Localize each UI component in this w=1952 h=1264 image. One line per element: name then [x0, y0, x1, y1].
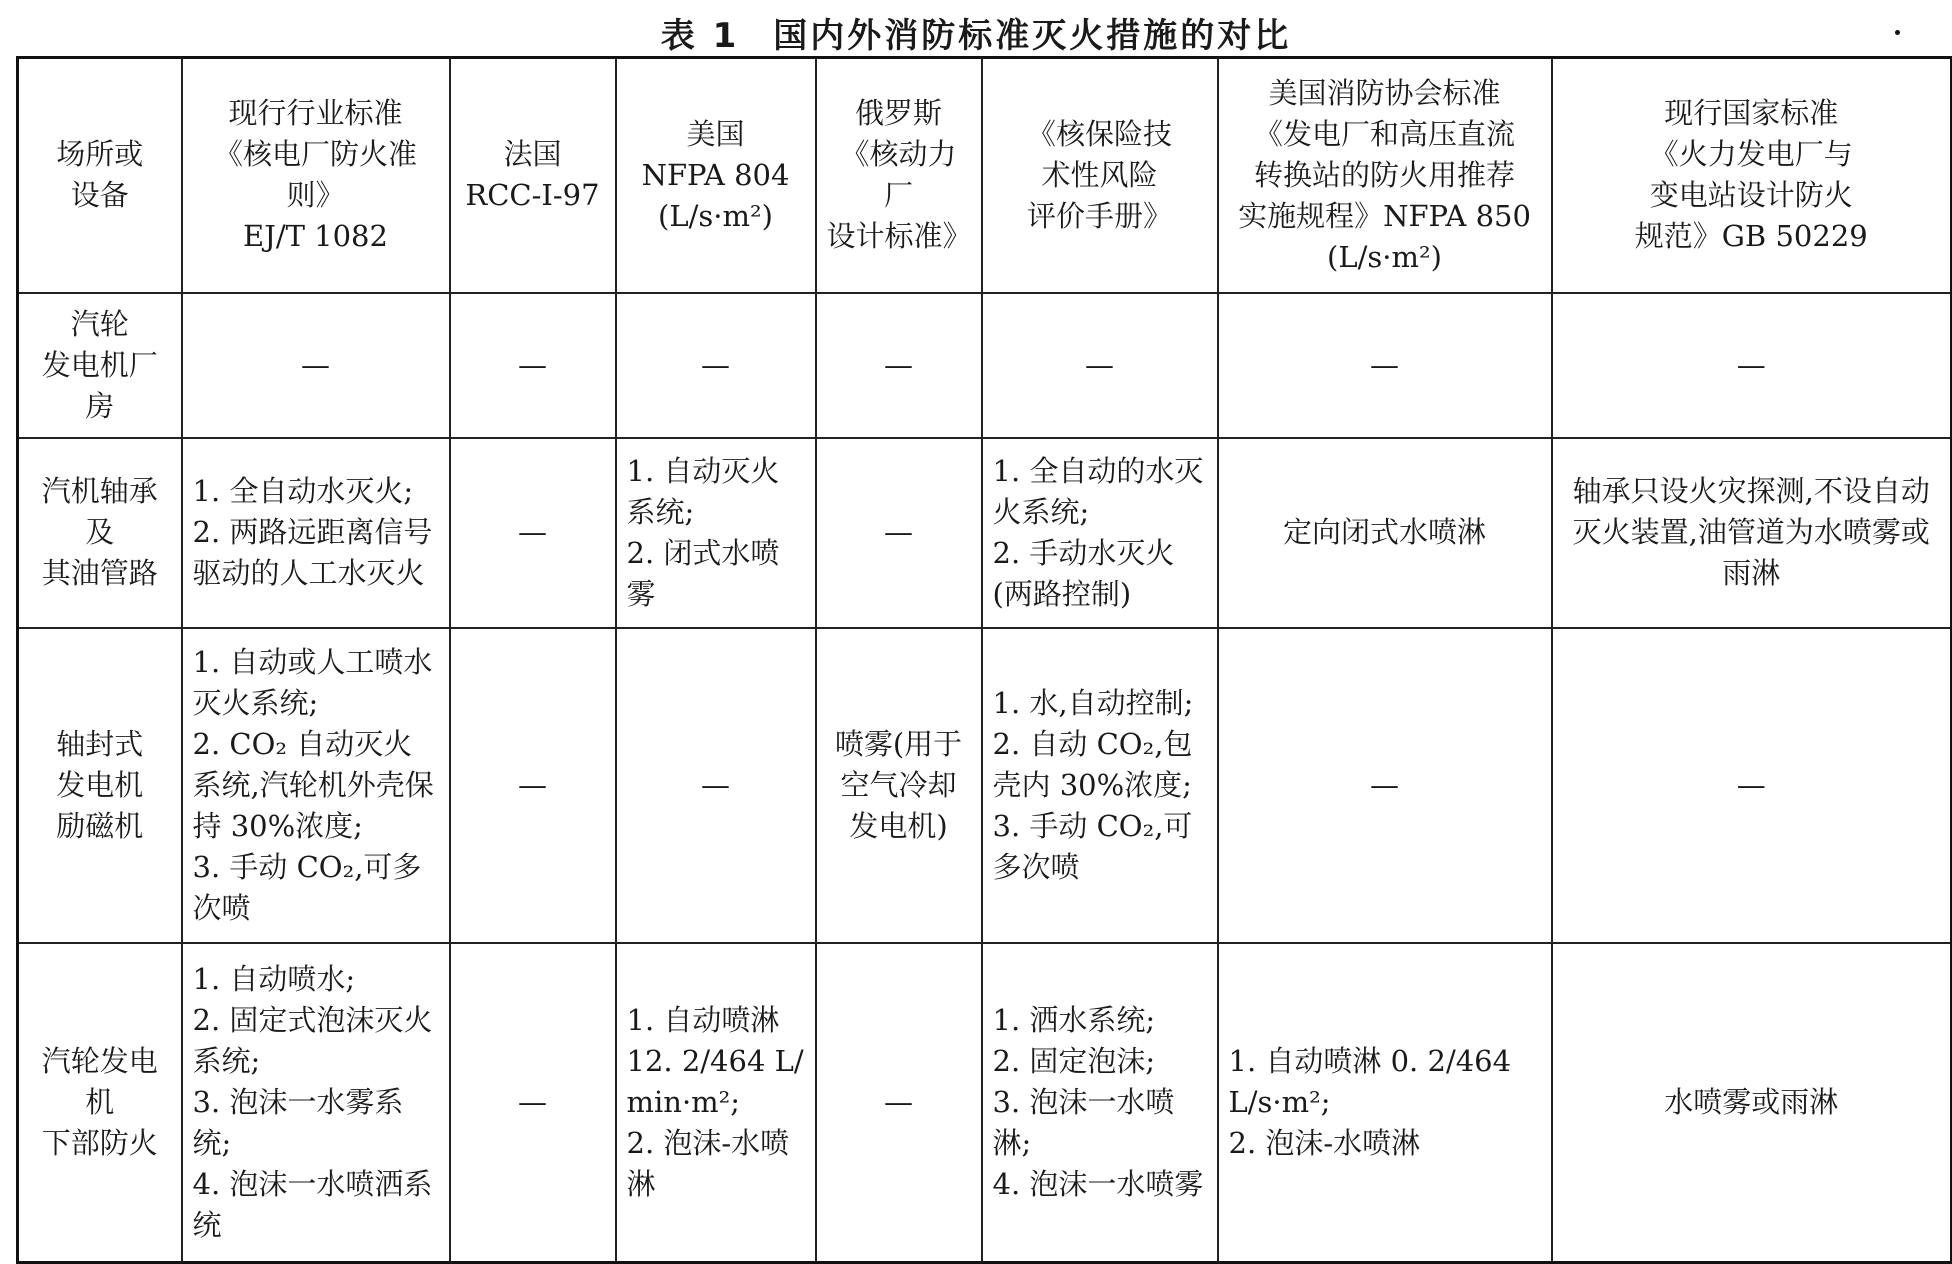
page-speck — [1895, 30, 1900, 35]
table-cell: — — [1218, 293, 1552, 438]
table-row — [18, 628, 1952, 943]
table-cell: — — [1218, 628, 1552, 943]
header-cell-gb50229: 现行国家标准 《火力发电厂与 变电站设计防火 规范》GB 50229 — [1552, 58, 1952, 293]
table-cell: 1. 全自动的水灭火系统; 2. 手动水灭火(两路控制) — [982, 438, 1218, 628]
comparison-table — [16, 56, 1952, 1264]
table-cell: 1. 洒水系统; 2. 固定泡沫; 3. 泡沫一水喷淋; 4. 泡沫一水喷雾 — [982, 943, 1218, 1263]
table-row — [18, 943, 1952, 1263]
table-cell: 1. 全自动水灭火; 2. 两路远距离信号驱动的人工水灭火 — [182, 438, 450, 628]
table-cell: 1. 自动或人工喷水灭火系统; 2. CO₂ 自动灭火系统,汽轮机外壳保持 30%浓度; 3. 手动 CO₂,可多次喷 — [182, 628, 450, 943]
table-cell: — — [616, 293, 816, 438]
header-cell-france: 法国 RCC-I-97 — [450, 58, 616, 293]
table-row — [18, 438, 1952, 628]
row-label: 汽轮发电机 下部防火 — [18, 943, 182, 1263]
table-title — [0, 8, 1952, 57]
header-row — [18, 58, 1952, 293]
header-cell-russia: 俄罗斯 《核动力厂 设计标准》 — [816, 58, 982, 293]
table-cell: — — [816, 438, 982, 628]
header-cell-usa-nfpa804: 美国 NFPA 804 (L/s·m²) — [616, 58, 816, 293]
table-cell: 1. 自动灭火系统; 2. 闭式水喷雾 — [616, 438, 816, 628]
header-cell-nfpa850: 美国消防协会标准 《发电厂和高压直流 转换站的防火用推荐 实施规程》NFPA 850 (L/s·m²) — [1218, 58, 1552, 293]
table-cell: — — [450, 943, 616, 1263]
header-cell-ejt1082: 现行行业标准 《核电厂防火准则》 EJ/T 1082 — [182, 58, 450, 293]
header-cell-place: 场所或 设备 — [18, 58, 182, 293]
table-cell: 轴承只设火灾探测,不设自动灭火装置,油管道为水喷雾或雨淋 — [1552, 438, 1952, 628]
table-cell: 1. 水,自动控制; 2. 自动 CO₂,包壳内 30%浓度; 3. 手动 CO₂,可多次喷 — [982, 628, 1218, 943]
table-cell: 1. 自动喷淋 12. 2/464 L/min·m²; 2. 泡沫-水喷淋 — [616, 943, 816, 1263]
header-cell-nuclear-insurance: 《核保险技 术性风险 评价手册》 — [982, 58, 1218, 293]
table-cell: — — [450, 293, 616, 438]
table-cell: — — [1552, 293, 1952, 438]
row-label: 轴封式 发电机 励磁机 — [18, 628, 182, 943]
table-caption: 国内外消防标准灭火措施的对比 — [773, 16, 1292, 56]
table-cell: — — [1552, 628, 1952, 943]
table-cell: — — [816, 293, 982, 438]
table-cell: — — [982, 293, 1218, 438]
table-cell: 喷雾(用于空气冷却发电机) — [816, 628, 982, 943]
table-cell: 1. 自动喷水; 2. 固定式泡沫灭火系统; 3. 泡沫一水雾系统; 4. 泡沫一水喷洒系统 — [182, 943, 450, 1263]
table-cell: — — [816, 943, 982, 1263]
table-cell: 定向闭式水喷淋 — [1218, 438, 1552, 628]
table-row — [18, 293, 1952, 438]
table-cell: — — [182, 293, 450, 438]
row-label: 汽轮 发电机厂房 — [18, 293, 182, 438]
row-label: 汽机轴承及 其油管路 — [18, 438, 182, 628]
table-cell: — — [450, 628, 616, 943]
table-cell: — — [450, 438, 616, 628]
table-cell: — — [616, 628, 816, 943]
table-cell: 1. 自动喷淋 0. 2/464 L/s·m²; 2. 泡沫-水喷淋 — [1218, 943, 1552, 1263]
table-cell: 水喷雾或雨淋 — [1552, 943, 1952, 1263]
table-number: 表 1 — [660, 16, 740, 56]
